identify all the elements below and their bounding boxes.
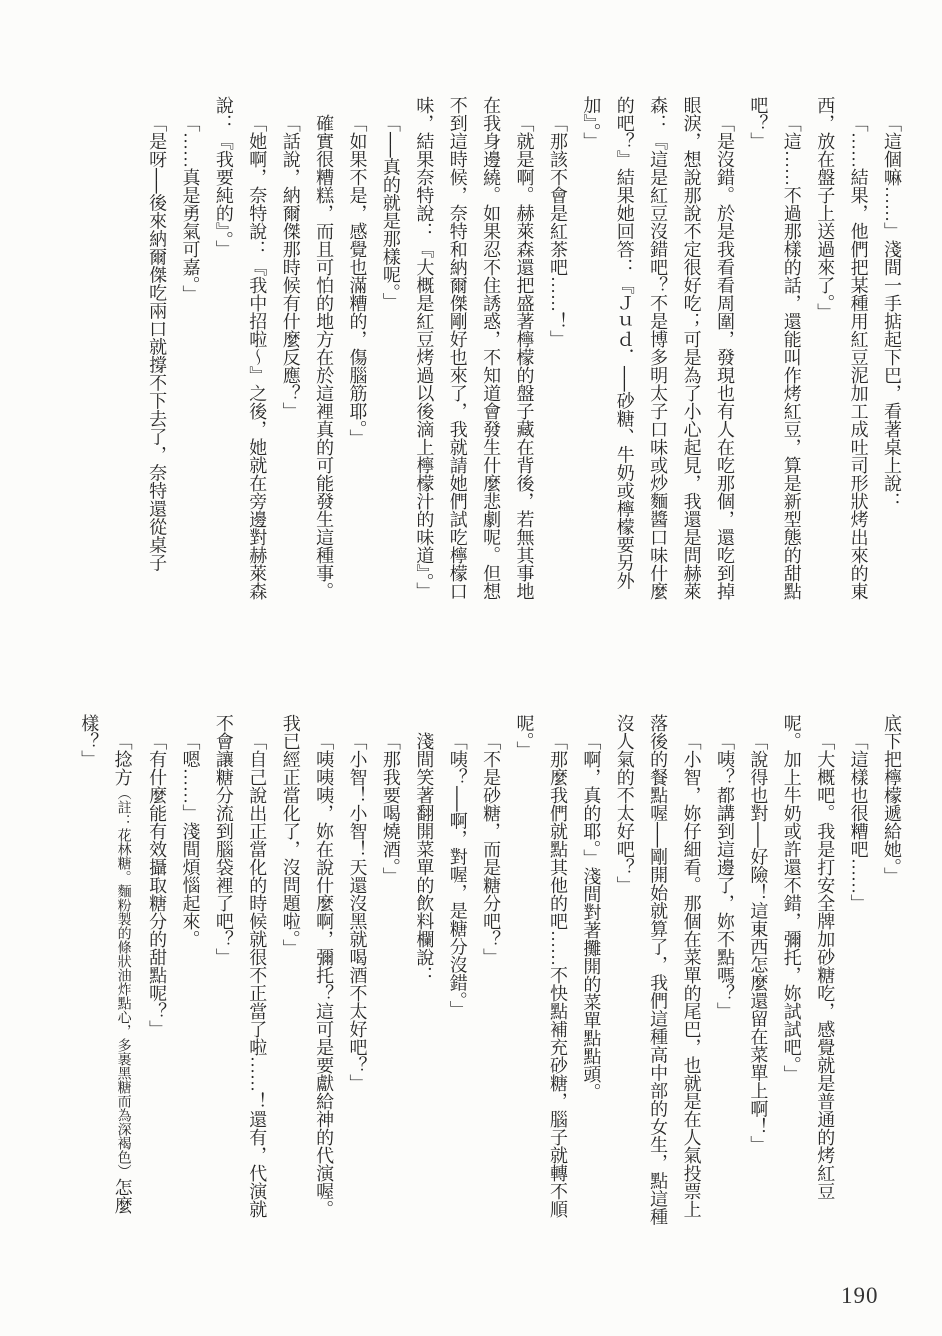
final-paragraph-suffix: 怎麼樣？」 <box>79 714 133 1214</box>
paragraph-continuation: 底下把檸檬遞給她。」 <box>882 714 902 885</box>
paragraph: 「這……不過那樣的話，還能叫作烤紅豆，算是新型態的甜點吧？」 <box>748 96 802 600</box>
paragraph: 「咦？都講到這邊了，妳不點嗎？」 <box>714 732 735 1020</box>
paragraph: 「說得也對──好險！這東西怎麼還留在菜單上啊！」 <box>748 732 769 1154</box>
paragraph-with-note <box>72 714 140 1232</box>
paragraph: 「嗯……」淺間煩惱起來。 <box>180 732 201 948</box>
paragraph: 「是呀──後來納爾傑吃兩口就撐不下去了，奈特還從桌子 <box>147 114 168 572</box>
paragraph: 「她啊，奈特說：『我中招啦～』之後，她就在旁邊對赫萊森說：『我要純的』。」 <box>213 96 268 600</box>
paragraph: 「大概吧。我是打安全牌加砂糖吃，感覺就是普通的烤紅豆呢。加上牛奶或許還不錯，彌托，妳試試吧。」 <box>781 714 836 1200</box>
vertical-text-block-top <box>140 96 908 610</box>
paragraph: 「那該不會是紅茶吧……！」 <box>547 114 568 348</box>
paragraph: 「小智，妳仔細看。那個在菜單的尾巴，也就是在人氣投票上落後的餐點喔──剛開始就算了，我們這種高中部的女生，點這種沒人氣的不太好吧？」 <box>614 714 702 1226</box>
page-number: 190 <box>841 1283 879 1308</box>
paragraph: 「……結果，他們把某種用紅豆泥加工成吐司形狀烤出來的東西，放在盤子上送過來了。」 <box>815 96 869 600</box>
paragraph: 「這個嘛……」淺間一手掂起下巴，看著桌上說： <box>882 114 902 510</box>
paragraph: 「自己說出正當化的時候就很不正當了啦……！還有，代演就不會讓糖分流到腦袋裡了吧？」 <box>213 714 268 1218</box>
vertical-text-block-bottom <box>72 714 908 1232</box>
final-paragraph-prefix: 「捻方 <box>112 732 133 786</box>
paragraph: 「就是啊。赫萊森還把盛著檸檬的盤子藏在背後，若無其事地在我身邊繞。如果忍不住誘惑，不知道會發生什麼悲劇呢。但想不到這時候，奈特和納爾傑剛好也來了，我就請她們試吃檸檬口味，結果奈特說：『大概是紅豆烤過以後滴上檸檬汁的味道』。」 <box>414 96 535 600</box>
paragraph: 「小智！小智！天還沒黑就喝酒不太好吧？」 <box>347 732 368 1092</box>
paragraph: 「那我要喝燒酒。」 <box>380 732 401 885</box>
paragraph: 淺間笑著翻開菜單的飲料欄說： <box>414 732 435 984</box>
paragraph: 「是沒錯。於是我看看周圍，發現也有人在吃那個，還吃到掉眼淚，想說那說不定很好吃；可是為了小心起見，我還是問赫萊森：『這是紅豆沒錯吧？不是博多明太子口味或炒麵醬口味什麼的吧？』結果她回答：『Ｊｕｄ．──砂糖、牛奶或檸檬要另外加』。」 <box>581 96 735 600</box>
paragraph: 「那麼我們就點其他的吧……不快點補充砂糖，腦子就轉不順呢。」 <box>514 714 568 1218</box>
paragraph: 「話說，納爾傑那時候有什麼反應？」 <box>280 114 301 420</box>
paragraph: 「──真的就是那樣呢。」 <box>380 114 401 311</box>
paragraph: 「如果不是，感覺也滿糟的，傷腦筋耶。」 <box>347 114 368 447</box>
paragraph: 「這樣也很糟吧……」 <box>848 732 869 912</box>
paragraph: 確實很糟糕，而且可怕的地方在於這裡真的可能發生這種事。 <box>314 114 335 600</box>
paragraph: 「咦？──啊，對喔，是糖分沒錯。」 <box>447 732 468 1019</box>
paragraph: 「……真是勇氣可嘉。」 <box>180 114 201 303</box>
paragraph: 「啊，真的耶。」淺間對著攤開的菜單點點頭。 <box>581 732 602 1101</box>
paragraph: 「不是砂糖，而是糖分吧？」 <box>481 732 502 966</box>
translator-note: （註：花林糖。麵粉製的條狀油炸點心，多裹黑糖而為深褐色） <box>115 786 131 1178</box>
paragraph: 「有什麼能有效攝取糖分的甜點呢？」 <box>147 732 168 1038</box>
paragraph: 「咦咦咦，妳在說什麼啊，彌托？這可是要獻給神的代演喔。我已經正當化了，沒問題啦。」 <box>280 714 335 1218</box>
